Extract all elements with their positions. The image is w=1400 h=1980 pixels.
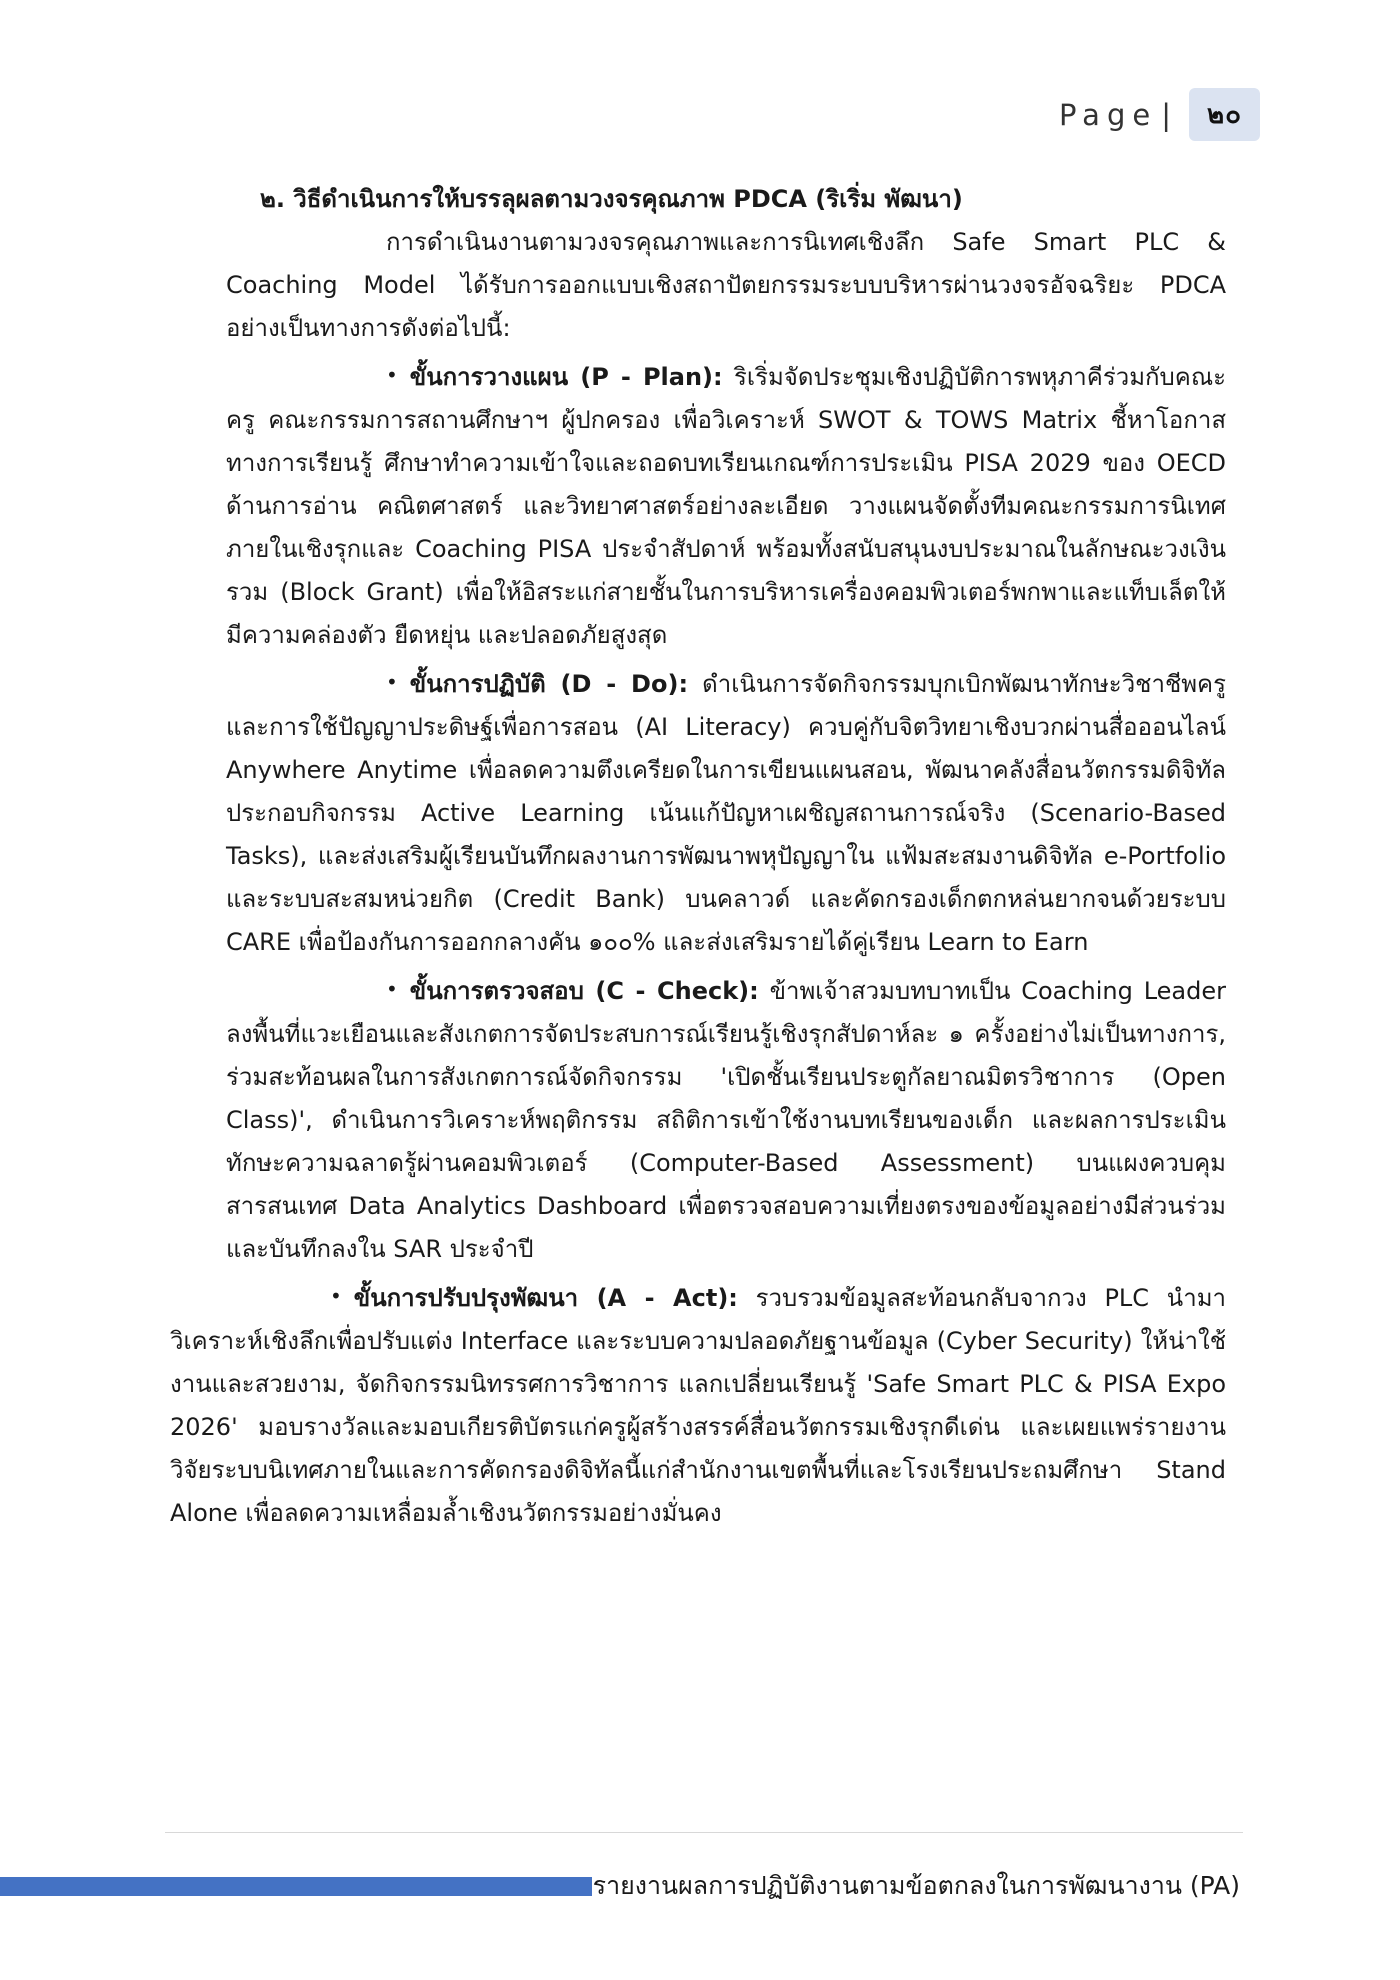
intro-paragraph: การดำเนินงานตามวงจรคุณภาพและการนิเทศเชิงลึก Safe Smart PLC & Coaching Model ได้รับการออกแบบเชิงสถาปัตยกรรมระบบบริหารผ่านวงจรอัจฉริยะ PDCA อย่างเป็นทางการดังต่อไปนี้: <box>226 228 1226 342</box>
page-label: Page <box>1058 97 1158 132</box>
step-title: ขั้นการวางแผน (P - Plan): <box>409 363 723 391</box>
step-do <box>226 661 1226 964</box>
step-title: ขั้นการปฏิบัติ (D - Do): <box>409 670 689 698</box>
page-separator: | <box>1161 97 1171 132</box>
step-body: รวบรวมข้อมูลสะท้อนกลับจากวง PLC นำมาวิเคราะห์เชิงลึกเพื่อปรับแต่ง Interface และระบบความปลอดภัยฐานข้อมูล (Cyber Security) ให้น่าใช้งานและสวยงาม, จัดกิจกรรมนิทรรศการวิชาการ แลกเปลี่ยนเรียนรู้ 'Safe Smart PLC & PISA Expo 2026' มอบรางวัลและมอบเกียรติบัตรแก่ครูผู้สร้างสรรค์สื่อนวัตกรรมเชิงรุกดีเด่น และเผยแพร่รายงานวิจัยระบบนิเทศภายในและการคัดกรองดิจิทัลนี้แก่สำนักงานเขตพื้นที่และโรงเรียนประถมศึกษา Stand Alone เพื่อลดความเหลื่อมล้ำเชิงนวัตกรรมอย่างมั่นคง <box>170 1284 1226 1527</box>
step-body: ดำเนินการจัดกิจกรรมบุกเบิกพัฒนาทักษะวิชาชีพครูและการใช้ปัญญาประดิษฐ์เพื่อการสอน (AI Literacy) ควบคู่กับจิตวิทยาเชิงบวกผ่านสื่อออนไลน์ Anywhere Anytime เพื่อลดความตึงเครียดในการเขียนแผนสอน, พัฒนาคลังสื่อนวัตกรรมดิจิทัลประกอบกิจกรรม Active Learning เน้นแก้ปัญหาเผชิญสถานการณ์จริง (Scenario-Based Tasks), และส่งเสริมผู้เรียนบันทึกผลงานการพัฒนาพหุปัญญาใน แฟ้มสะสมงานดิจิทัล e-Portfolio และระบบสะสมหน่วยกิต (Credit Bank) บนคลาวด์ และคัดกรองเด็กตกหล่นยากจนด้วยระบบ CARE เพื่อป้องกันการออกกลางคัน ๑๐๐% และส่งเสริมรายได้คู่เรียน Learn to Earn <box>226 670 1226 956</box>
step-body: ริเริ่มจัดประชุมเชิงปฏิบัติการพหุภาคีร่วมกับคณะครู คณะกรรมการสถานศึกษาฯ ผู้ปกครอง เพื่อวิเคราะห์ SWOT & TOWS Matrix ชี้หาโอกาสทางการเรียนรู้ ศึกษาทำความเข้าใจและถอดบทเรียนเกณฑ์การประเมิน PISA 2029 ของ OECD ด้านการอ่าน คณิตศาสตร์ และวิทยาศาสตร์อย่างละเอียด วางแผนจัดตั้งทีมคณะกรรมการนิเทศภายในเชิงรุกและ Coaching PISA ประจำสัปดาห์ พร้อมทั้งสนับสนุนงบประมาณในลักษณะวงเงินรวม (Block Grant) เพื่อให้อิสระแก่สายชั้นในการบริหารเครื่องคอมพิวเตอร์พกพาและแท็บเล็ตให้มีความคล่องตัว ยืดหยุ่น และปลอดภัยสูงสุด <box>226 363 1226 649</box>
step-title: ขั้นการปรับปรุงพัฒนา (A - Act): <box>353 1284 738 1312</box>
footer-title: รายงานผลการปฏิบัติงานตามข้อตกลงในการพัฒนางาน (PA) <box>592 1871 1240 1900</box>
step-plan <box>226 354 1226 657</box>
document-body <box>170 178 1226 1535</box>
bullet-icon: • <box>386 363 398 387</box>
step-check <box>226 968 1226 1271</box>
footer-accent-bar <box>0 1877 592 1896</box>
bullet-icon: • <box>330 1284 342 1308</box>
page-header <box>1059 88 1260 141</box>
footer-divider <box>165 1832 1243 1833</box>
section-heading: ๒. วิธีดำเนินการให้บรรลุผลตามวงจรคุณภาพ PDCA (ริเริ่ม พัฒนา) <box>260 185 963 213</box>
bullet-icon: • <box>386 977 398 1001</box>
step-body: ข้าพเจ้าสวมบทบาทเป็น Coaching Leader ลงพื้นที่แวะเยือนและสังเกตการจัดประสบการณ์เรียนรู้เชิงรุกสัปดาห์ละ ๑ ครั้งอย่างไม่เป็นทางการ, ร่วมสะท้อนผลในการสังเกตการณ์จัดกิจกรรม 'เปิดชั้นเรียนประตูกัลยาณมิตรวิชาการ (Open Class)', ดำเนินการวิเคราะห์พฤติกรรม สถิติการเข้าใช้งานบทเรียนของเด็ก และผลการประเมินทักษะความฉลาดรู้ผ่านคอมพิวเตอร์ (Computer-Based Assessment) บนแผงควบคุมสารสนเทศ Data Analytics Dashboard เพื่อตรวจสอบความเที่ยงตรงของข้อมูลอย่างมีส่วนร่วมและบันทึกลงใน SAR ประจำปี <box>226 977 1226 1263</box>
step-act <box>170 1275 1226 1535</box>
page-number: ๒๐ <box>1189 88 1260 141</box>
bullet-icon: • <box>386 670 398 694</box>
step-title: ขั้นการตรวจสอบ (C - Check): <box>409 977 759 1005</box>
